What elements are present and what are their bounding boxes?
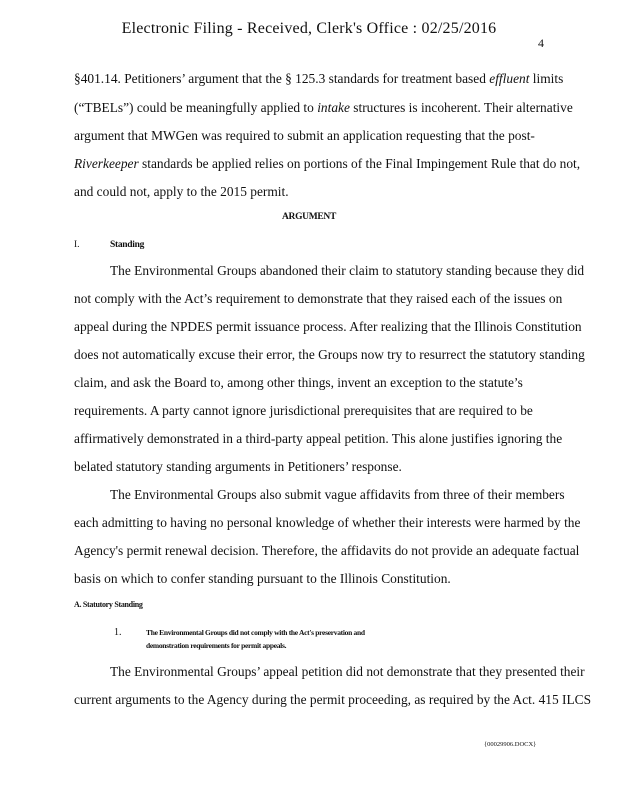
document-id-footer: {00029906.DOCX} <box>484 741 537 748</box>
body-line: claim, and ask the Board to, among other things, invent an exception to the statute’s <box>74 375 523 390</box>
body-line: (“TBELs”) could be meaningfully applied to intake structures is incoherent. Their alternative <box>74 100 573 115</box>
body-line: affirmatively demonstrated in a third-party appeal petition. This alone justifies ignoring the <box>74 431 563 446</box>
body-line: The Environmental Groups abandoned their claim to statutory standing because they did <box>110 263 585 278</box>
body-line: §401.14. Petitioners’ argument that the § 125.3 standards for treatment based effluent limits <box>74 71 564 86</box>
body-line: Riverkeeper standards be applied relies on portions of the Final Impingement Rule that do not, <box>74 156 581 171</box>
body-line: appeal during the NPDES permit issuance process. After realizing that the Illinois Constitution <box>74 319 582 334</box>
subsection-title: A. Statutory Standing <box>74 600 143 609</box>
body-line: each admitting to having no personal knowledge of whether their interests were harmed by the <box>74 515 581 530</box>
body-line: belated statutory standing arguments in Petitioners’ response. <box>74 459 402 474</box>
argument-heading: ARGUMENT <box>281 212 337 222</box>
section-number: I. <box>74 240 80 250</box>
body-line: not comply with the Act’s requirement to demonstrate that they raised each of the issues on <box>74 291 563 306</box>
body-line: and could not, apply to the 2015 permit. <box>74 184 289 199</box>
item-heading-line: The Environmental Groups did not comply with the Act's preservation and <box>146 628 365 637</box>
page-number: 4 <box>538 36 544 50</box>
body-line: The Environmental Groups also submit vague affidavits from three of their members <box>110 487 565 502</box>
body-line: argument that MWGen was required to submit an application requesting that the post- <box>74 128 535 143</box>
item-heading-line: demonstration requirements for permit appeals. <box>146 641 287 650</box>
item-number: 1. <box>114 627 122 638</box>
body-line: The Environmental Groups’ appeal petition did not demonstrate that they presented their <box>110 664 585 679</box>
body-line: basis on which to confer standing pursuant to the Illinois Constitution. <box>74 571 451 586</box>
section-title: Standing <box>110 240 145 250</box>
body-line: does not automatically excuse their error, the Groups now try to resurrect the statutory standing <box>74 347 585 362</box>
body-line: current arguments to the Agency during the permit proceeding, as required by the Act. 415 ILCS <box>74 692 592 707</box>
body-line: requirements. A party cannot ignore jurisdictional prerequisites that are required to be <box>74 403 533 418</box>
filing-stamp-header: Electronic Filing - Received, Clerk's Office : 02/25/2016 <box>121 20 497 37</box>
body-line: Agency's permit renewal decision. Therefore, the affidavits do not provide an adequate factual <box>74 543 580 558</box>
